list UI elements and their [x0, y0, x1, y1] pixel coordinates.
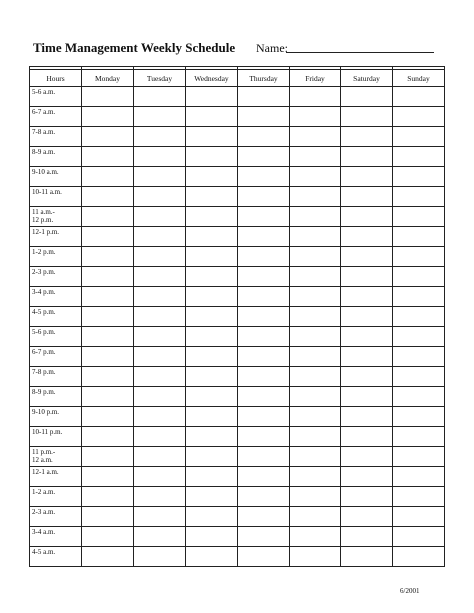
schedule-cell-monday[interactable]: [82, 507, 134, 527]
schedule-cell-friday[interactable]: [290, 247, 341, 267]
schedule-cell-wednesday[interactable]: [186, 387, 238, 407]
schedule-cell-sunday[interactable]: [393, 527, 445, 547]
schedule-cell-tuesday[interactable]: [134, 427, 186, 447]
hour-label: [30, 327, 82, 347]
schedule-cell-sunday[interactable]: [393, 207, 445, 227]
schedule-cell-wednesday[interactable]: [186, 507, 238, 527]
schedule-cell-saturday[interactable]: [341, 107, 393, 127]
hour-label: [30, 347, 82, 367]
hour-label: [30, 307, 82, 327]
hour-label-line: 12-1 a.m.: [32, 468, 59, 476]
schedule-cell-tuesday[interactable]: [134, 467, 186, 487]
schedule-cell-thursday[interactable]: [238, 287, 290, 307]
schedule-cell-tuesday[interactable]: [134, 387, 186, 407]
schedule-cell-thursday[interactable]: [238, 447, 290, 467]
hour-label: [30, 367, 82, 387]
schedule-table: [29, 66, 445, 567]
schedule-cell-thursday[interactable]: [238, 427, 290, 447]
schedule-cell-thursday[interactable]: [238, 87, 290, 107]
hour-label-line: 4-5 p.m.: [32, 308, 56, 316]
hour-label: [30, 527, 82, 547]
schedule-cell-tuesday[interactable]: [134, 507, 186, 527]
hour-label-line: 3-4 a.m.: [32, 528, 56, 536]
schedule-cell-tuesday[interactable]: [134, 267, 186, 287]
page-title: Time Management Weekly Schedule: [33, 40, 236, 55]
schedule-cell-sunday[interactable]: [393, 507, 445, 527]
schedule-cell-monday[interactable]: [82, 307, 134, 327]
schedule-cell-wednesday[interactable]: [186, 127, 238, 147]
schedule-cell-tuesday[interactable]: [134, 407, 186, 427]
schedule-cell-thursday[interactable]: [238, 327, 290, 347]
schedule-cell-saturday[interactable]: [341, 347, 393, 367]
table-row: [30, 167, 445, 187]
schedule-cell-friday[interactable]: [290, 527, 341, 547]
schedule-cell-wednesday[interactable]: [186, 327, 238, 347]
schedule-cell-saturday[interactable]: [341, 207, 393, 227]
schedule-cell-wednesday[interactable]: [186, 547, 238, 567]
schedule-cell-friday[interactable]: [290, 347, 341, 367]
table-row: [30, 127, 445, 147]
schedule-cell-monday[interactable]: [82, 267, 134, 287]
schedule-cell-tuesday[interactable]: [134, 247, 186, 267]
table-row: [30, 527, 445, 547]
schedule-cell-wednesday[interactable]: [186, 407, 238, 427]
hour-label: [30, 127, 82, 147]
schedule-cell-monday[interactable]: [82, 227, 134, 247]
hour-label: [30, 387, 82, 407]
schedule-cell-tuesday[interactable]: [134, 147, 186, 167]
schedule-cell-friday[interactable]: [290, 387, 341, 407]
schedule-cell-sunday[interactable]: [393, 467, 445, 487]
schedule-cell-saturday[interactable]: [341, 227, 393, 247]
schedule-cell-tuesday[interactable]: [134, 527, 186, 547]
schedule-cell-sunday[interactable]: [393, 127, 445, 147]
schedule-cell-tuesday[interactable]: [134, 547, 186, 567]
schedule-cell-monday[interactable]: [82, 527, 134, 547]
hour-label-line: 11 p.m.-: [32, 448, 56, 456]
schedule-cell-friday[interactable]: [290, 507, 341, 527]
schedule-cell-monday[interactable]: [82, 287, 134, 307]
schedule-cell-thursday[interactable]: [238, 207, 290, 227]
day-header-tuesday: Tuesday: [134, 70, 186, 87]
schedule-cell-wednesday[interactable]: [186, 147, 238, 167]
schedule-cell-monday[interactable]: [82, 247, 134, 267]
schedule-cell-monday[interactable]: [82, 127, 134, 147]
schedule-cell-tuesday[interactable]: [134, 187, 186, 207]
hour-label: [30, 147, 82, 167]
schedule-cell-thursday[interactable]: [238, 107, 290, 127]
hour-label-line: 12 a.m.: [32, 456, 53, 464]
schedule-cell-saturday[interactable]: [341, 167, 393, 187]
schedule-cell-friday[interactable]: [290, 167, 341, 187]
hour-label-line: 4-5 a.m.: [32, 548, 56, 556]
schedule-cell-monday[interactable]: [82, 407, 134, 427]
schedule-cell-wednesday[interactable]: [186, 287, 238, 307]
schedule-cell-wednesday[interactable]: [186, 187, 238, 207]
schedule-cell-monday[interactable]: [82, 467, 134, 487]
schedule-cell-friday[interactable]: [290, 487, 341, 507]
hour-label-line: 2-3 p.m.: [32, 268, 56, 276]
hour-label: [30, 287, 82, 307]
schedule-cell-wednesday[interactable]: [186, 87, 238, 107]
hour-label: [30, 467, 82, 487]
schedule-cell-sunday[interactable]: [393, 167, 445, 187]
schedule-cell-monday[interactable]: [82, 367, 134, 387]
footer-date: 6/2001: [400, 587, 420, 595]
table-row: [30, 187, 445, 207]
table-row: [30, 367, 445, 387]
schedule-cell-friday[interactable]: [290, 87, 341, 107]
schedule-cell-tuesday[interactable]: [134, 367, 186, 387]
hour-label: [30, 507, 82, 527]
schedule-cell-friday[interactable]: [290, 427, 341, 447]
schedule-cell-saturday[interactable]: [341, 447, 393, 467]
schedule-cell-sunday[interactable]: [393, 487, 445, 507]
schedule-cell-thursday[interactable]: [238, 187, 290, 207]
schedule-cell-thursday[interactable]: [238, 527, 290, 547]
schedule-cell-sunday[interactable]: [393, 327, 445, 347]
hour-label-line: 5-6 a.m.: [32, 88, 56, 96]
hour-label-line: 5-6 p.m.: [32, 328, 56, 336]
schedule-cell-saturday[interactable]: [341, 187, 393, 207]
schedule-cell-tuesday[interactable]: [134, 107, 186, 127]
name-label: Name:: [256, 41, 288, 55]
schedule-cell-sunday[interactable]: [393, 347, 445, 367]
hour-label-line: 10-11 a.m.: [32, 188, 62, 196]
schedule-cell-monday[interactable]: [82, 207, 134, 227]
schedule-cell-saturday[interactable]: [341, 147, 393, 167]
hour-label: [30, 87, 82, 107]
day-header-sunday: Sunday: [393, 70, 445, 87]
hour-label-line: 8-9 p.m.: [32, 388, 56, 396]
schedule-cell-monday[interactable]: [82, 427, 134, 447]
table-row: [30, 247, 445, 267]
hour-label: [30, 227, 82, 247]
table-row: [30, 227, 445, 247]
schedule-cell-sunday[interactable]: [393, 87, 445, 107]
schedule-cell-wednesday[interactable]: [186, 247, 238, 267]
schedule-cell-thursday[interactable]: [238, 507, 290, 527]
table-row: [30, 447, 445, 467]
schedule-cell-friday[interactable]: [290, 327, 341, 347]
schedule-cell-thursday[interactable]: [238, 547, 290, 567]
schedule-cell-saturday[interactable]: [341, 387, 393, 407]
schedule-cell-monday[interactable]: [82, 147, 134, 167]
table-row: [30, 387, 445, 407]
schedule-cell-sunday[interactable]: [393, 447, 445, 467]
schedule-cell-friday[interactable]: [290, 287, 341, 307]
table-row: [30, 407, 445, 427]
hour-label: [30, 187, 82, 207]
schedule-body: [30, 87, 445, 567]
day-header-monday: Monday: [82, 70, 134, 87]
schedule-cell-wednesday[interactable]: [186, 267, 238, 287]
schedule-cell-wednesday[interactable]: [186, 107, 238, 127]
schedule-cell-saturday[interactable]: [341, 547, 393, 567]
hour-label-line: 6-7 a.m.: [32, 108, 56, 116]
hour-label-line: 1-2 p.m.: [32, 248, 56, 256]
schedule-cell-sunday[interactable]: [393, 427, 445, 447]
schedule-cell-monday[interactable]: [82, 547, 134, 567]
schedule-cell-friday[interactable]: [290, 407, 341, 427]
schedule-cell-monday[interactable]: [82, 327, 134, 347]
table-row: [30, 347, 445, 367]
table-row: [30, 287, 445, 307]
name-field-line[interactable]: [286, 52, 434, 53]
schedule-cell-friday[interactable]: [290, 227, 341, 247]
table-row: [30, 487, 445, 507]
hours-column-header: Hours: [30, 70, 82, 87]
hour-label: [30, 247, 82, 267]
hour-label-line: 10-11 p.m.: [32, 428, 63, 436]
hour-label-line: 7-8 a.m.: [32, 128, 56, 136]
schedule-cell-sunday[interactable]: [393, 227, 445, 247]
schedule-cell-friday[interactable]: [290, 207, 341, 227]
schedule-cell-friday[interactable]: [290, 367, 341, 387]
hour-label: [30, 427, 82, 447]
schedule-cell-saturday[interactable]: [341, 307, 393, 327]
schedule-cell-sunday[interactable]: [393, 387, 445, 407]
day-header-saturday: Saturday: [341, 70, 393, 87]
table-row: [30, 147, 445, 167]
table-row: [30, 467, 445, 487]
schedule-cell-monday[interactable]: [82, 167, 134, 187]
schedule-cell-tuesday[interactable]: [134, 167, 186, 187]
schedule-cell-tuesday[interactable]: [134, 347, 186, 367]
schedule-cell-saturday[interactable]: [341, 247, 393, 267]
schedule-cell-wednesday[interactable]: [186, 467, 238, 487]
schedule-cell-friday[interactable]: [290, 107, 341, 127]
schedule-cell-tuesday[interactable]: [134, 227, 186, 247]
schedule-cell-saturday[interactable]: [341, 287, 393, 307]
schedule-cell-friday[interactable]: [290, 467, 341, 487]
day-header-wednesday: Wednesday: [186, 70, 238, 87]
schedule-cell-friday[interactable]: [290, 307, 341, 327]
schedule-cell-thursday[interactable]: [238, 367, 290, 387]
schedule-cell-wednesday[interactable]: [186, 487, 238, 507]
schedule-cell-saturday[interactable]: [341, 367, 393, 387]
schedule-cell-saturday[interactable]: [341, 507, 393, 527]
schedule-cell-sunday[interactable]: [393, 107, 445, 127]
hour-label-line: 12 p.m.: [32, 216, 54, 224]
schedule-cell-thursday[interactable]: [238, 267, 290, 287]
schedule-cell-wednesday[interactable]: [186, 347, 238, 367]
schedule-cell-thursday[interactable]: [238, 147, 290, 167]
hour-label-line: 9-10 a.m.: [32, 168, 59, 176]
hour-label: [30, 207, 82, 227]
hour-label-line: 9-10 p.m.: [32, 408, 60, 416]
table-row: [30, 327, 445, 347]
schedule-cell-monday[interactable]: [82, 107, 134, 127]
schedule-cell-saturday[interactable]: [341, 127, 393, 147]
hour-label-line: 12-1 p.m.: [32, 228, 60, 236]
schedule-cell-sunday[interactable]: [393, 147, 445, 167]
hour-label: [30, 267, 82, 287]
schedule-cell-tuesday[interactable]: [134, 447, 186, 467]
hour-label: [30, 547, 82, 567]
table-row: [30, 547, 445, 567]
schedule-cell-sunday[interactable]: [393, 307, 445, 327]
schedule-cell-saturday[interactable]: [341, 467, 393, 487]
schedule-cell-tuesday[interactable]: [134, 87, 186, 107]
day-header-friday: Friday: [290, 70, 341, 87]
schedule-cell-monday[interactable]: [82, 347, 134, 367]
schedule-cell-thursday[interactable]: [238, 247, 290, 267]
schedule-cell-thursday[interactable]: [238, 467, 290, 487]
schedule-cell-tuesday[interactable]: [134, 327, 186, 347]
schedule-cell-saturday[interactable]: [341, 427, 393, 447]
schedule-cell-wednesday[interactable]: [186, 427, 238, 447]
schedule-cell-monday[interactable]: [82, 447, 134, 467]
schedule-cell-saturday[interactable]: [341, 267, 393, 287]
hour-label: [30, 447, 82, 467]
schedule-cell-monday[interactable]: [82, 387, 134, 407]
schedule-cell-wednesday[interactable]: [186, 207, 238, 227]
hour-label: [30, 167, 82, 187]
schedule-cell-tuesday[interactable]: [134, 207, 186, 227]
schedule-cell-tuesday[interactable]: [134, 287, 186, 307]
schedule-cell-sunday[interactable]: [393, 247, 445, 267]
schedule-cell-saturday[interactable]: [341, 87, 393, 107]
schedule-cell-friday[interactable]: [290, 147, 341, 167]
schedule-cell-thursday[interactable]: [238, 347, 290, 367]
day-header-thursday: Thursday: [238, 70, 290, 87]
schedule-cell-saturday[interactable]: [341, 327, 393, 347]
schedule-cell-saturday[interactable]: [341, 527, 393, 547]
schedule-cell-monday[interactable]: [82, 87, 134, 107]
schedule-cell-saturday[interactable]: [341, 407, 393, 427]
schedule-cell-tuesday[interactable]: [134, 307, 186, 327]
schedule-cell-friday[interactable]: [290, 127, 341, 147]
schedule-cell-tuesday[interactable]: [134, 487, 186, 507]
hour-label-line: 8-9 a.m.: [32, 148, 56, 156]
table-row: [30, 107, 445, 127]
schedule-cell-sunday[interactable]: [393, 187, 445, 207]
table-row: [30, 267, 445, 287]
schedule-cell-thursday[interactable]: [238, 127, 290, 147]
schedule-cell-sunday[interactable]: [393, 407, 445, 427]
schedule-cell-thursday[interactable]: [238, 407, 290, 427]
schedule-cell-tuesday[interactable]: [134, 127, 186, 147]
schedule-cell-monday[interactable]: [82, 187, 134, 207]
table-header-row: [30, 70, 445, 87]
schedule-cell-wednesday[interactable]: [186, 167, 238, 187]
schedule-cell-sunday[interactable]: [393, 287, 445, 307]
schedule-cell-sunday[interactable]: [393, 547, 445, 567]
table-row: [30, 427, 445, 447]
schedule-cell-sunday[interactable]: [393, 267, 445, 287]
hour-label-line: 6-7 p.m.: [32, 348, 56, 356]
hour-label-line: 3-4 p.m.: [32, 288, 56, 296]
hour-label: [30, 487, 82, 507]
schedule-cell-friday[interactable]: [290, 447, 341, 467]
hour-label-line: 1-2 a.m.: [32, 488, 56, 496]
schedule-cell-thursday[interactable]: [238, 227, 290, 247]
schedule-cell-wednesday[interactable]: [186, 447, 238, 467]
schedule-cell-friday[interactable]: [290, 187, 341, 207]
table-row: [30, 507, 445, 527]
schedule-cell-wednesday[interactable]: [186, 307, 238, 327]
hour-label: [30, 407, 82, 427]
hour-label-line: 7-8 p.m.: [32, 368, 56, 376]
schedule-cell-thursday[interactable]: [238, 387, 290, 407]
table-row: [30, 207, 445, 227]
table-row: [30, 87, 445, 107]
schedule-cell-thursday[interactable]: [238, 167, 290, 187]
schedule-cell-wednesday[interactable]: [186, 227, 238, 247]
schedule-cell-thursday[interactable]: [238, 487, 290, 507]
hour-label: [30, 107, 82, 127]
schedule-cell-monday[interactable]: [82, 487, 134, 507]
schedule-cell-sunday[interactable]: [393, 367, 445, 387]
hour-label-line: 2-3 a.m.: [32, 508, 56, 516]
table-row: [30, 307, 445, 327]
schedule-cell-wednesday[interactable]: [186, 527, 238, 547]
schedule-cell-wednesday[interactable]: [186, 367, 238, 387]
schedule-cell-friday[interactable]: [290, 267, 341, 287]
schedule-cell-friday[interactable]: [290, 547, 341, 567]
hour-label-line: 11 a.m.-: [32, 208, 55, 216]
schedule-cell-thursday[interactable]: [238, 307, 290, 327]
schedule-cell-saturday[interactable]: [341, 487, 393, 507]
